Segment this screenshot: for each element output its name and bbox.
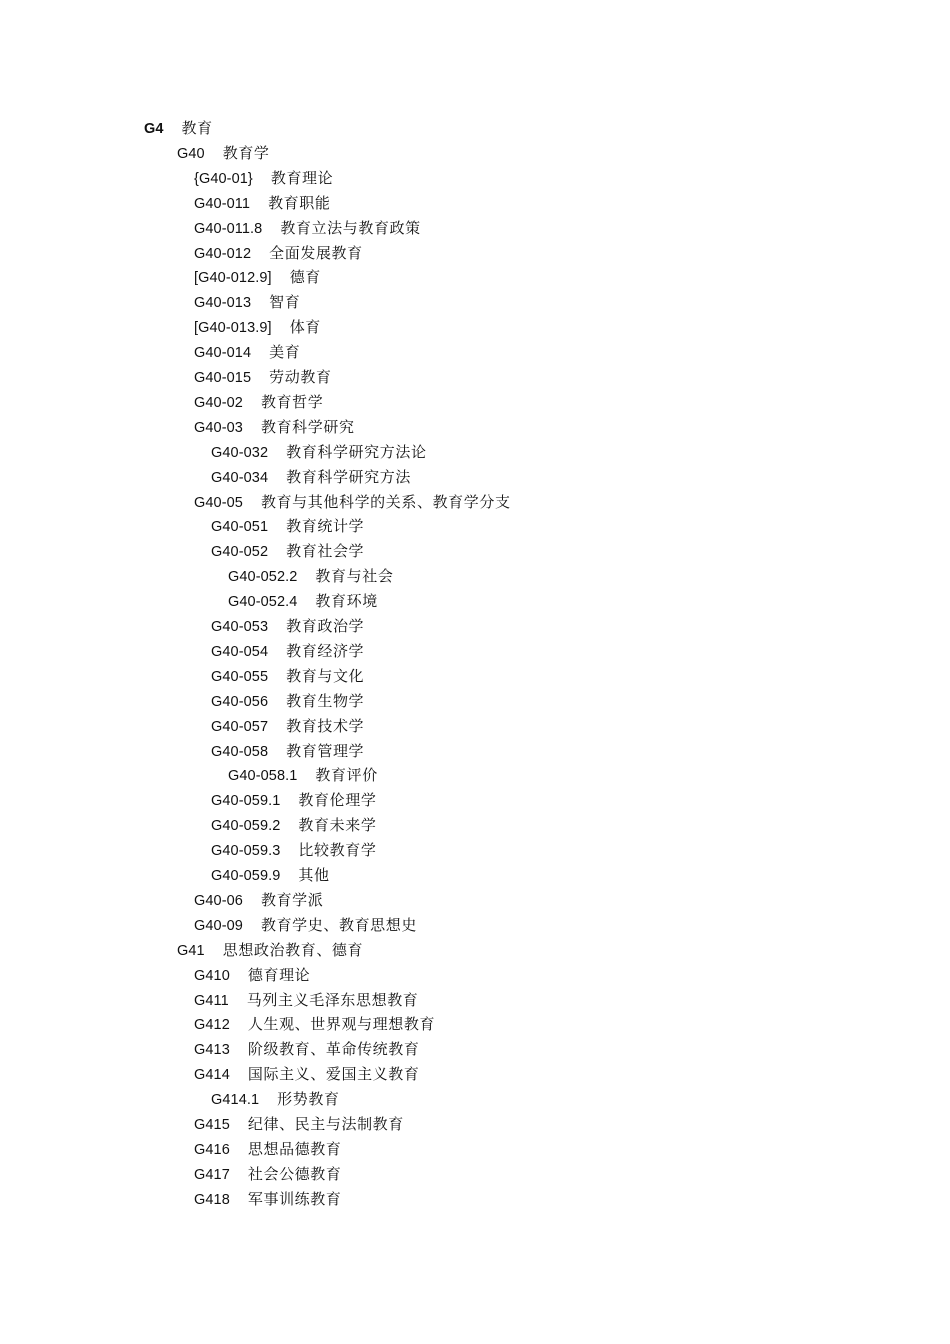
class-label: 教育学派 [260, 890, 324, 909]
class-entry [194, 1137, 341, 1162]
class-label: 教育管理学 [286, 741, 365, 760]
class-code: G40-057 [211, 718, 269, 735]
class-label: 教育科学研究方法论 [286, 442, 427, 461]
class-entry [194, 888, 323, 913]
class-label: 全面发展教育 [269, 243, 363, 262]
class-label: 教育与其他科学的关系、教育学分支 [260, 492, 511, 511]
class-code: G40-034 [211, 469, 269, 486]
class-entry [211, 614, 364, 639]
class-entry [211, 689, 364, 714]
class-entry [211, 838, 376, 863]
class-code: G40-058.1 [228, 768, 298, 785]
class-label: 智育 [269, 293, 301, 312]
class-label: 国际主义、爱国主义教育 [247, 1065, 420, 1084]
class-entry [228, 763, 378, 788]
class-label: 教育科学研究方法 [286, 467, 411, 486]
class-entry [211, 863, 330, 888]
class-label: 社会公德教育 [247, 1164, 342, 1183]
class-label: 教育与文化 [286, 666, 365, 685]
class-code: G40-052.2 [228, 569, 298, 586]
class-label: 教育与社会 [315, 567, 394, 586]
class-code: G40-054 [211, 643, 269, 660]
class-code: G40-053 [211, 619, 269, 635]
class-entry [211, 664, 364, 689]
class-entry [211, 440, 427, 465]
class-code: G413 [194, 1042, 230, 1059]
class-entry [177, 141, 270, 166]
class-code: G4 [144, 121, 164, 137]
class-code: G412 [194, 1017, 230, 1034]
class-code: G40-032 [211, 444, 269, 461]
class-entry [194, 988, 418, 1013]
class-label: 马列主义毛泽东思想教育 [246, 990, 419, 1009]
class-label: 教育评价 [315, 766, 378, 785]
class-label: 教育伦理学 [298, 791, 377, 810]
class-code: G40-06 [194, 892, 243, 909]
class-entry [194, 1062, 419, 1087]
class-entry [194, 290, 300, 315]
class-label: 比较教育学 [298, 841, 377, 860]
class-label: 教育职能 [268, 193, 331, 212]
class-code: G415 [194, 1117, 230, 1133]
class-label: 思想政治教育、德育 [222, 940, 364, 959]
class-entry [194, 1112, 404, 1137]
class-label: 阶级教育、革命传统教育 [247, 1040, 420, 1059]
class-code: G40-059.3 [211, 843, 281, 860]
class-code: G40-052.4 [228, 594, 298, 611]
class-code: G40-056 [211, 693, 269, 710]
class-entry [194, 415, 355, 440]
class-code: G40-059.1 [211, 793, 281, 810]
class-entry [144, 116, 213, 141]
class-entry [194, 490, 511, 515]
class-entry [211, 639, 364, 664]
class-entry [211, 813, 376, 838]
class-entry [194, 1037, 419, 1062]
class-label: 德育理论 [247, 965, 311, 984]
class-entry [211, 465, 411, 490]
class-entry [194, 1162, 341, 1187]
class-entry [194, 913, 417, 938]
class-code: [G40-013.9] [194, 320, 272, 337]
class-label: 教育生物学 [286, 691, 365, 710]
class-label: 教育经济学 [286, 641, 365, 660]
class-entry [211, 714, 364, 739]
class-code: G40-03 [194, 419, 243, 436]
class-label: 教育立法与教育政策 [280, 218, 421, 237]
class-entry [194, 1012, 435, 1037]
class-code: G40-055 [211, 668, 269, 685]
class-code: G414 [194, 1067, 230, 1084]
class-code: G40-011 [194, 195, 251, 212]
class-label: 教育学 [222, 143, 270, 162]
class-label: 教育未来学 [298, 816, 377, 835]
class-entry [211, 1087, 340, 1112]
class-entry [211, 739, 364, 764]
class-code: [G40-012.9] [194, 270, 272, 287]
class-entry [211, 514, 364, 539]
class-label: 体育 [289, 318, 321, 337]
class-code: G40-014 [194, 345, 252, 362]
class-entry [194, 265, 321, 290]
class-code: G40 [177, 145, 205, 162]
class-entry [194, 340, 300, 365]
class-entry [194, 963, 310, 988]
class-label: 其他 [298, 866, 330, 884]
class-entry [194, 216, 421, 241]
class-code: G40-011.8 [194, 220, 263, 237]
class-code: G40-058 [211, 743, 269, 760]
class-entry [194, 191, 330, 216]
class-entry [211, 539, 364, 564]
class-code: G40-05 [194, 494, 243, 511]
class-code: G40-052 [211, 544, 269, 561]
class-entry [177, 938, 363, 963]
class-label: 教育环境 [315, 592, 378, 611]
class-code: G417 [194, 1166, 230, 1183]
class-code: G40-09 [194, 917, 243, 934]
class-code: G40-051 [211, 519, 269, 536]
class-code: G40-012 [194, 245, 252, 262]
class-entry [228, 589, 378, 614]
class-label: 教育科学研究 [260, 417, 355, 436]
class-label: 教育统计学 [286, 517, 365, 536]
class-label: 教育哲学 [260, 392, 324, 411]
class-label: 教育政治学 [286, 617, 365, 635]
class-entry [194, 1187, 341, 1212]
class-label: 德育 [289, 268, 321, 287]
class-entry [194, 390, 323, 415]
class-entry [194, 315, 321, 340]
class-label: 教育社会学 [286, 542, 365, 561]
class-code: G416 [194, 1141, 230, 1158]
class-code: G418 [194, 1191, 230, 1208]
class-code: {G40-01} [194, 170, 253, 187]
class-code: G414.1 [211, 1092, 260, 1109]
class-code: G41 [177, 942, 205, 959]
class-label: 人生观、世界观与理想教育 [247, 1015, 436, 1034]
class-label: 思想品德教育 [247, 1139, 342, 1158]
class-label: 教育理论 [270, 168, 334, 187]
class-label: 教育 [181, 119, 213, 137]
class-label: 军事训练教育 [247, 1189, 342, 1208]
class-code: G410 [194, 967, 230, 984]
class-entry [194, 241, 363, 266]
class-code: G411 [194, 992, 229, 1009]
class-label: 纪律、民主与法制教育 [247, 1115, 404, 1133]
class-code: G40-059.2 [211, 818, 281, 835]
class-entry [211, 788, 376, 813]
class-entry [194, 166, 333, 191]
class-label: 美育 [269, 343, 301, 362]
class-code: G40-013 [194, 295, 252, 312]
class-label: 劳动教育 [269, 368, 332, 386]
class-entry [194, 365, 332, 390]
class-code: G40-015 [194, 370, 252, 386]
class-label: 教育学史、教育思想史 [260, 915, 417, 934]
class-code: G40-02 [194, 394, 243, 411]
class-label: 形势教育 [277, 1090, 340, 1109]
class-label: 教育技术学 [286, 716, 365, 735]
class-entry [228, 564, 393, 589]
class-code: G40-059.9 [211, 868, 281, 884]
